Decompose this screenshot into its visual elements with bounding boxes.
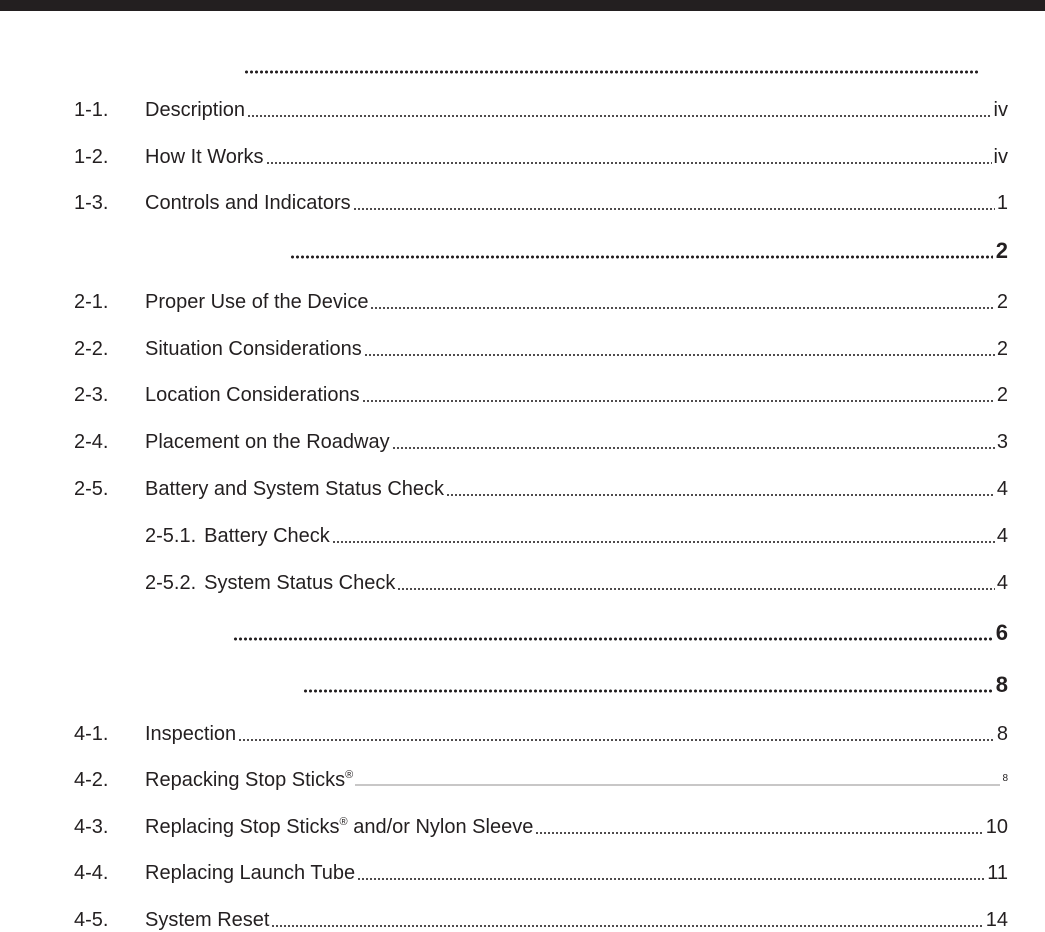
toc-entry-2-5-1[interactable] [74, 518, 1008, 548]
toc-chapter-4-heading[interactable] [303, 668, 1008, 698]
toc-entry-title [145, 815, 533, 839]
dot-leader [271, 925, 983, 927]
toc-page-number: 8 [1002, 773, 1008, 784]
dot-leader [233, 637, 993, 641]
toc-entry-number: 4-1. [74, 723, 109, 745]
toc-entry-title: Battery and System Status Check [145, 478, 445, 500]
dot-leader [244, 70, 978, 74]
toc-chapter-1-heading[interactable] [244, 49, 981, 79]
registered-mark: ® [339, 816, 348, 828]
dot-leader [397, 588, 995, 590]
toc-entry-title: Inspection [145, 723, 237, 745]
toc-entry-2-3[interactable] [74, 377, 1008, 407]
dot-leader [332, 541, 995, 543]
toc-entry-2-1[interactable] [74, 284, 1008, 314]
toc-entry-1-1[interactable] [74, 92, 1008, 122]
toc-entry-4-1[interactable] [74, 716, 1008, 746]
toc-entry-title: System Reset [145, 909, 270, 931]
toc-entry-number: 2-3. [74, 384, 109, 406]
toc-entry-number: 1-1. [74, 99, 109, 121]
toc-page-number: 4 [996, 525, 1008, 547]
toc-page-number: 8 [996, 723, 1008, 745]
toc-page-number: 1 [996, 192, 1008, 214]
toc-entry-number: 2-5.2. [145, 572, 197, 594]
toc-page-number: 2 [995, 238, 1008, 263]
dot-leader [446, 494, 995, 496]
toc-page-number: 11 [987, 862, 1008, 884]
toc-entry-title: Location Considerations [145, 384, 360, 406]
toc-page-number: 6 [995, 620, 1008, 645]
dot-leader [364, 354, 995, 356]
toc-entry-title: Replacing Launch Tube [145, 862, 356, 884]
toc-page-number: 2 [996, 384, 1008, 406]
toc-entry-title: System Status Check [204, 572, 396, 594]
toc-entry-title: Controls and Indicators [145, 192, 351, 214]
toc-page-number: 8 [995, 672, 1008, 697]
toc-entry-number: 4-4. [74, 862, 109, 884]
toc-entry-title: Battery Check [204, 525, 330, 547]
toc-entry-2-5-2[interactable] [74, 565, 1008, 595]
toc-entry-title-rest: and/or Nylon Sleeve [347, 816, 534, 838]
toc-entry-title-text: Repacking Stop Sticks [145, 769, 346, 791]
toc-entry-number: 2-5. [74, 478, 109, 500]
toc-entry-4-4[interactable] [74, 855, 1008, 885]
toc-entry-number: 4-5. [74, 909, 109, 931]
toc-entry-title: Placement on the Roadway [145, 431, 390, 453]
toc-entry-4-2[interactable] [74, 762, 1008, 792]
toc-page-number: 2 [996, 291, 1008, 313]
dot-leader [355, 784, 1000, 786]
toc-page-number: 2 [996, 338, 1008, 360]
toc-page-number: 3 [996, 431, 1008, 453]
toc-entry-number: 2-5.1. [145, 525, 197, 547]
toc-page-number: iv [993, 99, 1008, 121]
toc-page-number: iv [993, 146, 1008, 168]
dot-leader [238, 739, 995, 741]
dot-leader [266, 162, 992, 164]
dot-leader [370, 307, 994, 309]
registered-mark: ® [345, 769, 354, 781]
dot-leader [353, 208, 995, 210]
toc-page-number: 14 [985, 909, 1008, 931]
toc-entry-number: 1-2. [74, 146, 109, 168]
dot-leader [247, 115, 992, 117]
toc-chapter-3-heading[interactable] [233, 616, 1008, 646]
toc-entry-title-text: Replacing Stop Sticks [145, 816, 340, 838]
toc-entry-number: 2-4. [74, 431, 109, 453]
toc-entry-1-2[interactable] [74, 139, 1008, 169]
toc-entry-number: 1-3. [74, 192, 109, 214]
top-header-bar [0, 0, 1045, 11]
dot-leader [357, 878, 985, 880]
toc-entry-4-3[interactable] [74, 809, 1008, 839]
toc-page-number: 4 [996, 478, 1008, 500]
toc-entry-number: 2-1. [74, 291, 109, 313]
toc-entry-title [145, 768, 353, 792]
toc-entry-2-2[interactable] [74, 331, 1008, 361]
dot-leader [392, 447, 995, 449]
toc-entry-number: 2-2. [74, 338, 109, 360]
toc-entry-number: 4-3. [74, 816, 109, 838]
toc-entry-title: Proper Use of the Device [145, 291, 369, 313]
dot-leader [303, 689, 993, 693]
dot-leader [290, 255, 993, 259]
toc-page-number: 4 [996, 572, 1008, 594]
toc-entry-1-3[interactable] [74, 185, 1008, 215]
toc-entry-2-4[interactable] [74, 424, 1008, 454]
dot-leader [362, 400, 995, 402]
toc-page-number: 10 [985, 816, 1008, 838]
toc-entry-number: 4-2. [74, 769, 109, 791]
toc-entry-4-5[interactable] [74, 902, 1008, 932]
dot-leader [535, 832, 983, 834]
toc-entry-title: Description [145, 99, 246, 121]
toc-entry-title: Situation Considerations [145, 338, 362, 360]
toc-entry-2-5[interactable] [74, 471, 1008, 501]
toc-entry-title: How It Works [145, 146, 264, 168]
toc-chapter-2-heading[interactable] [290, 234, 1008, 264]
